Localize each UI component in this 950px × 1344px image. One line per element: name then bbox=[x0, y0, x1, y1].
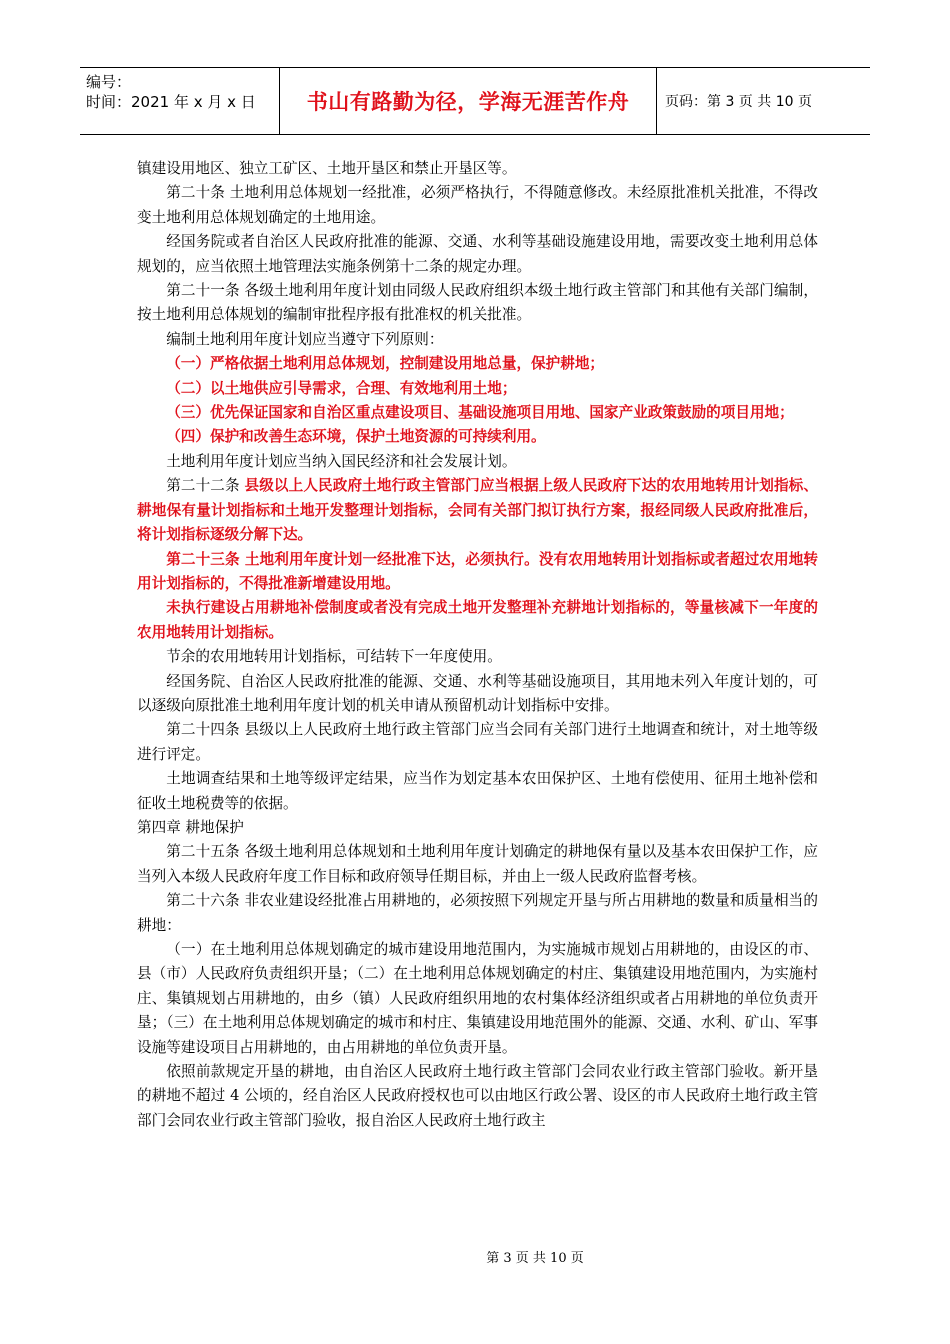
paragraph bbox=[137, 181, 818, 230]
document-number-label: 编号： bbox=[86, 73, 132, 91]
paragraph bbox=[137, 450, 818, 474]
paragraph-text: （一）严格依据土地利用总体规划，控制建设用地总量，保护耕地； bbox=[166, 355, 605, 373]
paragraph bbox=[137, 425, 818, 449]
paragraph-text: 经国务院或者自治区人民政府批准的能源、交通、水利等基础设施建设用地，需要改变土地利用总体规划的，应当依照土地管理法实施条例第十二条的规定办理。 bbox=[137, 233, 818, 275]
paragraph-text: 第二十六条 非农业建设经批准占用耕地的，必须按照下列规定开垦与所占用耕地的数量和质量相当的耕地： bbox=[137, 892, 818, 934]
paragraph bbox=[137, 889, 818, 938]
paragraph bbox=[137, 596, 818, 645]
paragraph bbox=[137, 279, 818, 328]
paragraph bbox=[137, 670, 818, 719]
paragraph-text: 镇建设用地区、独立工矿区、土地开垦区和禁止开垦区等。 bbox=[137, 160, 517, 177]
paragraph-text: 依照前款规定开垦的耕地，由自治区人民政府土地行政主管部门会同农业行政主管部门验收。新开垦的耕地不超过 4 公顷的，经自治区人民政府授权也可以由地区行政公署、设区的市人民政府土地行政主管部门会同农业行政主管部门验收，报自治区人民政府土地行政主 bbox=[137, 1063, 818, 1129]
paragraph-text: 第二十四条 县级以上人民政府土地行政主管部门应当会同有关部门进行土地调查和统计，对土地等级进行评定。 bbox=[137, 721, 818, 763]
header-meta bbox=[80, 68, 280, 134]
paragraph-text: （一）在土地利用总体规划确定的城市建设用地范围内，为实施城市规划占用耕地的，由设区的市、县（市）人民政府负责组织开垦；（二）在土地利用总体规划确定的村庄、集镇建设用地范围内，为实施村庄、集镇规划占用耕地的，由乡（镇）人民政府组织用地的农村集体经济组织或者占用耕地的单位负责开垦；（三）在土地利用总体规划确定的城市和村庄、集镇建设用地范围外的能源、交通、水利、矿山、军事设施等建设项目占用耕地的，由占用耕地的单位负责开垦。 bbox=[137, 941, 818, 1056]
header-motto: 书山有路勤为径，学海无涯苦作舟 bbox=[280, 68, 657, 134]
document-date: 时间：2021 年 x 月 x 日 bbox=[86, 93, 256, 111]
paragraph-text: 第二十三条 土地利用年度计划一经批准下达，必须执行。没有农用地转用计划指标或者超过农用地转用计划指标的，不得批准新增建设用地。 bbox=[137, 550, 818, 592]
paragraph bbox=[137, 767, 818, 816]
paragraph-text: 第四章 耕地保护 bbox=[137, 818, 244, 836]
paragraph bbox=[137, 474, 818, 547]
paragraph-text: 编制土地利用年度计划应当遵守下列原则： bbox=[166, 330, 444, 348]
paragraph bbox=[137, 718, 818, 767]
paragraph-text: 第二十五条 各级土地利用总体规划和土地利用年度计划确定的耕地保有量以及基本农田保护工作，应当列入本级人民政府年度工作目标和政府领导任期目标，并由上一级人民政府监督考核。 bbox=[137, 843, 818, 885]
paragraph bbox=[137, 157, 818, 181]
paragraph bbox=[137, 645, 818, 669]
paragraph bbox=[137, 328, 818, 352]
paragraph bbox=[137, 401, 818, 425]
paragraph bbox=[137, 938, 818, 1060]
paragraph-text: （二）以土地供应引导需求，合理、有效地利用土地； bbox=[166, 379, 517, 397]
paragraph bbox=[137, 840, 818, 889]
paragraph-text: 第二十一条 各级土地利用年度计划由同级人民政府组织本级土地行政主管部门和其他有关部门编制，按土地利用总体规划的编制审批程序报有批准权的机关批准。 bbox=[137, 282, 818, 324]
paragraph bbox=[137, 230, 818, 279]
paragraph-text: 县级以上人民政府土地行政主管部门应当根据上级人民政府下达的农用地转用计划指标、耕地保有量计划指标和土地开发整理计划指标，会同有关部门拟订执行方案，报经同级人民政府批准后，将计划指标逐级分解下达。 bbox=[137, 477, 818, 544]
paragraph-prefix: 第二十二条 bbox=[166, 477, 245, 495]
paragraph bbox=[137, 352, 818, 376]
paragraph bbox=[137, 1060, 818, 1133]
page-footer: 第 3 页 共 10 页 bbox=[486, 1251, 584, 1266]
paragraph-text: 土地利用年度计划应当纳入国民经济和社会发展计划。 bbox=[166, 452, 517, 470]
paragraph-text: 第二十条 土地利用总体规划一经批准，必须严格执行，不得随意修改。未经原批准机关批准，不得改变土地利用总体规划确定的土地用途。 bbox=[137, 184, 818, 226]
paragraph-text: （三）优先保证国家和自治区重点建设项目、基础设施项目用地、国家产业政策鼓励的项目用地； bbox=[166, 404, 794, 422]
paragraph bbox=[137, 377, 818, 401]
paragraph bbox=[137, 816, 818, 840]
paragraph-text: 经国务院、自治区人民政府批准的能源、交通、水利等基础设施项目，其用地未列入年度计划的，可以逐级向原批准土地利用年度计划的机关申请从预留机动计划指标中安排。 bbox=[137, 672, 818, 714]
paragraph-text: （四）保护和改善生态环境，保护土地资源的可持续利用。 bbox=[166, 428, 546, 446]
paragraph-text: 土地调查结果和土地等级评定结果，应当作为划定基本农田保护区、土地有偿使用、征用土地补偿和征收土地税费等的依据。 bbox=[137, 770, 818, 812]
paragraph-text: 未执行建设占用耕地补偿制度或者没有完成土地开发整理补充耕地计划指标的，等量核减下一年度的农用地转用计划指标。 bbox=[137, 599, 818, 641]
paragraph bbox=[137, 548, 818, 597]
document-body bbox=[137, 157, 818, 1133]
header-page-info: 页码：第 3 页 共 10 页 bbox=[665, 94, 812, 110]
paragraph-text: 节余的农用地转用计划指标，可结转下一年度使用。 bbox=[166, 648, 502, 666]
page-header bbox=[80, 67, 870, 135]
